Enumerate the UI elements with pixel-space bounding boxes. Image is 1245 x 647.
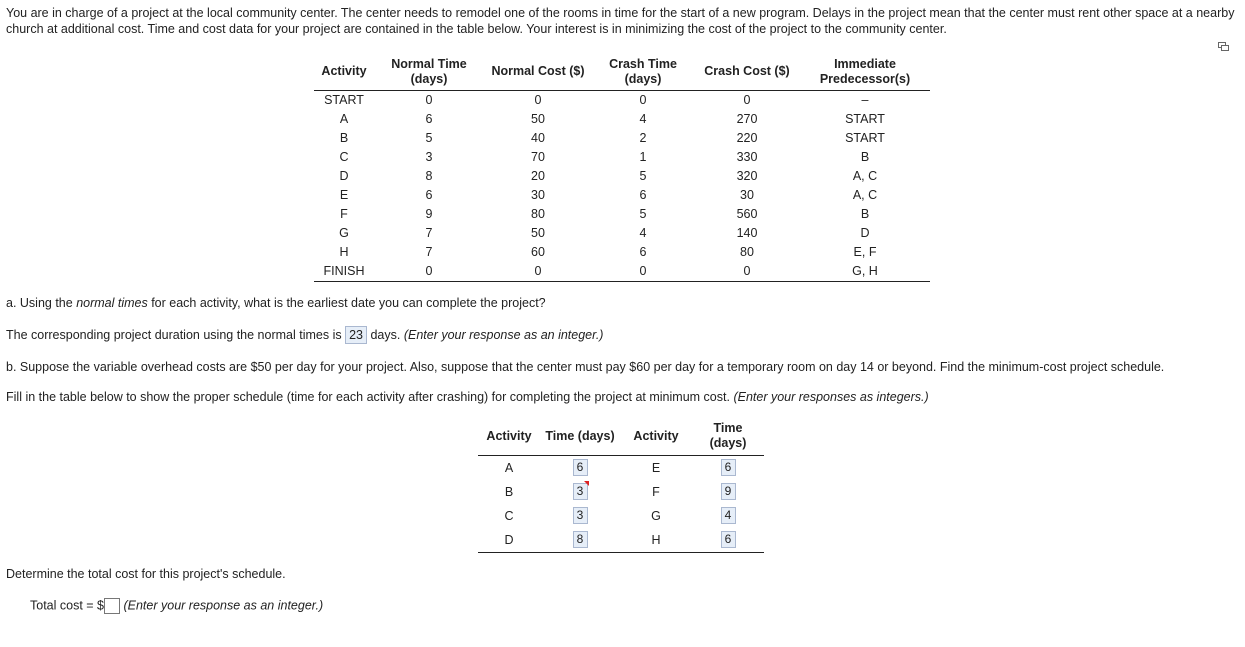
table-cell: A xyxy=(339,111,349,126)
table-cell: 560 xyxy=(736,206,758,221)
table-cell: START xyxy=(845,130,885,145)
table-cell: 60 xyxy=(531,244,545,259)
table-cell: B xyxy=(860,206,870,221)
table-cell: 80 xyxy=(531,206,545,221)
table-cell: 2 xyxy=(639,130,647,145)
part-a-emphasis: normal times xyxy=(76,296,148,310)
table-cell: 330 xyxy=(736,149,758,164)
table-cell: G, H xyxy=(800,262,930,282)
table-cell: 0 xyxy=(534,92,542,107)
table-cell: E xyxy=(339,187,349,202)
table-cell: B xyxy=(339,130,349,145)
schedule-time-cell xyxy=(692,455,764,480)
schedule-activity-cell: D xyxy=(478,528,540,553)
table-row xyxy=(314,224,930,243)
table-cell: 30 xyxy=(740,187,754,202)
table-cell: FINISH xyxy=(314,262,374,282)
table-cell: 6 xyxy=(425,187,433,202)
part-b-question: b. Suppose the variable overhead costs are $50 per day for your project. Also, suppose that the center must pay $60 per day for a temporary room on day 14 or beyond. Find the minimum-cost project schedule. xyxy=(6,360,1165,374)
table-cell: F xyxy=(340,206,348,221)
part-b-instruction xyxy=(6,390,929,404)
part-a-text-end: for each activity, what is the earliest date you can complete the project? xyxy=(147,296,546,310)
schedule-time-cell xyxy=(540,480,620,504)
table-cell: 7 xyxy=(425,225,433,240)
part-b-instruction-text: Fill in the table below to show the proper schedule (time for each activity after crashing) for completing the project at minimum cost. xyxy=(6,390,730,404)
table-cell: E, F xyxy=(853,244,877,259)
table-cell: 5 xyxy=(639,206,647,221)
table-cell: START xyxy=(845,111,885,126)
schedule-row xyxy=(478,480,764,504)
table-cell: 140 xyxy=(736,225,758,240)
table-cell: 1 xyxy=(639,149,647,164)
table-cell: 6 xyxy=(425,111,433,126)
schedule-col-header: Activity xyxy=(478,418,540,455)
table-cell: C xyxy=(339,149,349,164)
time-answer-box[interactable]: 3 xyxy=(573,507,588,524)
part-a-hint: (Enter your response as an integer.) xyxy=(403,328,604,342)
time-answer-box[interactable]: 6 xyxy=(721,459,736,476)
part-a-question xyxy=(6,296,546,310)
total-question: Determine the total cost for this project's schedule. xyxy=(6,567,286,581)
table-cell: 270 xyxy=(736,111,758,126)
table-cell: G xyxy=(339,225,349,240)
table-cell: 320 xyxy=(736,168,758,183)
schedule-table xyxy=(478,418,764,553)
part-a-answer xyxy=(6,326,603,344)
table-cell: 9 xyxy=(425,206,433,221)
time-answer-box[interactable]: 4 xyxy=(721,507,736,524)
table-cell: 220 xyxy=(736,130,758,145)
data-col-header: Crash Time (days) xyxy=(592,54,694,90)
schedule-time-cell xyxy=(540,455,620,480)
table-row xyxy=(314,186,930,205)
schedule-activity-cell: C xyxy=(504,508,514,523)
table-cell: – xyxy=(861,92,869,107)
part-a-text: a. Using the xyxy=(6,296,77,310)
table-cell: H xyxy=(339,244,349,259)
table-cell: 6 xyxy=(639,244,647,259)
copy-icon[interactable] xyxy=(1218,42,1229,51)
schedule-row xyxy=(478,504,764,528)
time-answer-box[interactable]: 8 xyxy=(573,531,588,548)
time-answer-box[interactable]: 6 xyxy=(721,531,736,548)
time-answer-box[interactable]: 3 xyxy=(573,483,588,500)
table-cell: D xyxy=(339,168,349,183)
table-cell: 20 xyxy=(531,168,545,183)
table-cell: 50 xyxy=(531,111,545,126)
table-row xyxy=(314,129,930,148)
table-cell: 0 xyxy=(694,262,800,282)
time-answer-box[interactable]: 9 xyxy=(721,483,736,500)
data-col-header: Normal Time (days) xyxy=(374,54,484,90)
schedule-activity-cell: H xyxy=(620,528,692,553)
part-a-unit: days. xyxy=(370,328,401,342)
schedule-time-cell xyxy=(692,528,764,553)
schedule-activity-cell: E xyxy=(651,460,661,475)
total-cost-row xyxy=(30,598,323,614)
table-row xyxy=(314,243,930,262)
schedule-time-cell xyxy=(540,504,620,528)
duration-answer-box[interactable]: 23 xyxy=(345,326,367,344)
table-cell: 80 xyxy=(740,244,754,259)
table-row xyxy=(314,148,930,167)
schedule-activity-cell: A xyxy=(504,460,514,475)
table-cell: 8 xyxy=(425,168,433,183)
part-b-hint: (Enter your responses as integers.) xyxy=(733,390,929,404)
schedule-time-cell xyxy=(692,480,764,504)
table-cell: A, C xyxy=(852,168,878,183)
schedule-col-header: Time (days) xyxy=(692,418,764,455)
table-row xyxy=(314,262,930,282)
table-cell: 70 xyxy=(531,149,545,164)
table-cell: 50 xyxy=(531,225,545,240)
table-cell: A, C xyxy=(852,187,878,202)
table-cell: START xyxy=(324,92,364,107)
data-col-header: Immediate Predecessor(s) xyxy=(800,54,930,90)
schedule-time-cell xyxy=(540,528,620,553)
part-a-answer-text: The corresponding project duration using the normal times is xyxy=(6,328,346,342)
table-cell: 30 xyxy=(531,187,545,202)
table-cell: D xyxy=(860,225,870,240)
table-row xyxy=(314,205,930,224)
data-col-header: Activity xyxy=(314,54,374,90)
schedule-time-cell xyxy=(692,504,764,528)
table-cell: 0 xyxy=(374,262,484,282)
problem-intro: You are in charge of a project at the local community center. The center needs to remodel one of the rooms in time for the start of a new program. Delays in the project mean that the center must rent other space at a nearby church at additional cost. Time and cost data for your project are contained in the table below. Your interest is in minimizing the cost of the project to the community center. xyxy=(6,6,1235,36)
table-cell: 6 xyxy=(639,187,647,202)
table-row xyxy=(314,90,930,110)
schedule-col-header: Activity xyxy=(620,418,692,455)
table-cell: 0 xyxy=(484,262,592,282)
project-data-table xyxy=(314,54,930,282)
schedule-col-header: Time (days) xyxy=(540,418,620,455)
table-cell: 0 xyxy=(592,262,694,282)
table-cell: 4 xyxy=(639,111,647,126)
total-cost-input[interactable] xyxy=(104,598,120,614)
total-cost-hint: (Enter your response as an integer.) xyxy=(123,598,324,613)
schedule-activity-cell: B xyxy=(504,484,514,499)
table-cell: 4 xyxy=(639,225,647,240)
data-col-header: Crash Cost ($) xyxy=(694,54,800,90)
schedule-activity-cell: G xyxy=(651,508,661,523)
total-cost-label: Total cost = $ xyxy=(30,598,104,613)
schedule-row xyxy=(478,528,764,553)
table-cell: 5 xyxy=(425,130,433,145)
time-answer-box[interactable]: 6 xyxy=(573,459,588,476)
table-cell: 7 xyxy=(425,244,433,259)
schedule-row xyxy=(478,455,764,480)
table-cell: 40 xyxy=(531,130,545,145)
data-col-header: Normal Cost ($) xyxy=(484,54,592,90)
table-cell: 0 xyxy=(425,92,433,107)
table-cell: B xyxy=(860,149,870,164)
schedule-activity-cell: F xyxy=(652,484,660,499)
table-row xyxy=(314,110,930,129)
table-cell: 5 xyxy=(639,168,647,183)
table-cell: 0 xyxy=(743,92,751,107)
table-cell: 0 xyxy=(639,92,647,107)
table-cell: 3 xyxy=(425,149,433,164)
table-row xyxy=(314,167,930,186)
